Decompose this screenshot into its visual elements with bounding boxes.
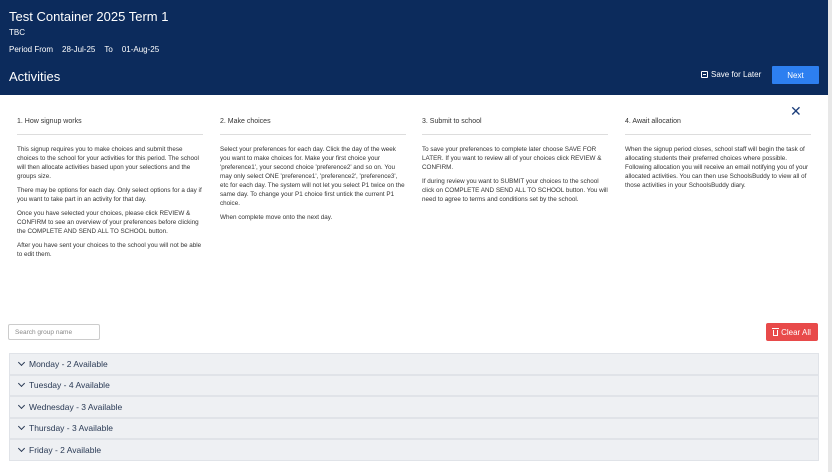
info-paragraph: Select your preferences for each day. Click the day of the week you want to make choices for. Make your first choice your 'preference1', your second choice 'preference2' and so on. You may only select ONE 'preference1', 'preference2', 'preference3', etc for each day. The system will not let you select P1 twice on the same day. To change your P1 choice first untick the current P1 choice. — [220, 146, 405, 207]
day-row-monday[interactable] — [9, 353, 819, 375]
info-paragraph: This signup requires you to make choices and submit these choices to the school for your activities for this period. The school will then allocate activities based upon your selections and the groups size. — [17, 146, 199, 180]
info-paragraph: After you have sent your choices to the school you will not be able to edit them. — [17, 242, 202, 258]
info-paragraph: When complete move onto the next day. — [220, 214, 333, 221]
section-title: Activities — [9, 69, 61, 84]
scrollbar[interactable] — [828, 0, 832, 472]
info-column-await-allocation — [625, 117, 811, 195]
info-paragraph: Once you have selected your choices, please click REVIEW & CONFIRM to see an overview of your preferences before clicking the COMPLETE AND SEND ALL TO SCHOOL button. — [17, 210, 199, 235]
trash-icon — [773, 330, 778, 336]
page-header — [0, 0, 828, 95]
chevron-down-icon — [18, 402, 25, 409]
period-from-value: 28-Jul-25 — [62, 45, 96, 54]
info-column-title: 3. Submit to school — [422, 117, 608, 135]
page-title: Test Container 2025 Term 1 — [9, 9, 169, 24]
search-group-input[interactable] — [8, 324, 100, 340]
info-column-submit-to-school — [422, 117, 608, 209]
clear-all-button[interactable] — [766, 323, 818, 341]
day-label: Wednesday - 3 Available — [29, 401, 123, 412]
clear-all-label: Clear All — [781, 327, 811, 337]
info-column-title: 2. Make choices — [220, 117, 406, 135]
info-column-make-choices — [220, 117, 406, 227]
info-paragraph: There may be options for each day. Only select options for a day if you want to take part in an activity for that day. — [17, 187, 202, 203]
day-row-friday[interactable] — [9, 439, 819, 461]
chevron-down-icon — [18, 380, 25, 387]
chevron-down-icon — [18, 445, 25, 452]
period-from-label: Period From — [9, 45, 54, 54]
info-paragraph: If during review you want to SUBMIT your choices to the school click on COMPLETE AND SEND ALL TO SCHOOL button. You will need to agree to terms and conditions set by the school. — [422, 178, 608, 203]
day-label: Thursday - 3 Available — [29, 423, 113, 434]
close-icon[interactable]: ✕ — [790, 103, 802, 119]
day-row-thursday[interactable] — [9, 418, 819, 440]
day-label: Tuesday - 4 Available — [29, 380, 110, 391]
info-paragraph: To save your preferences to complete later choose SAVE FOR LATER. If you want to review all of your choices click REVIEW & CONFIRM. — [422, 146, 602, 171]
period-to-label: To — [104, 45, 113, 54]
save-for-later-button[interactable] — [701, 70, 761, 79]
period-to-value: 01-Aug-25 — [121, 45, 160, 54]
save-icon — [701, 71, 708, 78]
info-paragraph: When the signup period closes, school staff will begin the task of allocating students their preferred choices where possible. Following allocation you will receive an email notifying you of your allocated activities. You can then use SchoolsBuddy to view all of those activities in your SchoolsBuddy diary. — [625, 146, 809, 189]
save-for-later-label: Save for Later — [711, 70, 762, 79]
info-column-how-signup-works — [17, 117, 203, 264]
chevron-down-icon — [18, 423, 25, 430]
chevron-down-icon — [18, 359, 25, 366]
day-row-tuesday[interactable] — [9, 375, 819, 397]
day-label: Monday - 2 Available — [29, 358, 108, 369]
next-button[interactable]: Next — [772, 66, 819, 84]
period-range — [9, 45, 159, 54]
day-label: Friday - 2 Available — [29, 444, 102, 455]
day-row-wednesday[interactable] — [9, 396, 819, 418]
info-column-title: 1. How signup works — [17, 117, 203, 135]
page-subtitle: TBC — [9, 28, 25, 37]
info-column-title: 4. Await allocation — [625, 117, 811, 135]
day-accordion-list — [9, 353, 819, 461]
